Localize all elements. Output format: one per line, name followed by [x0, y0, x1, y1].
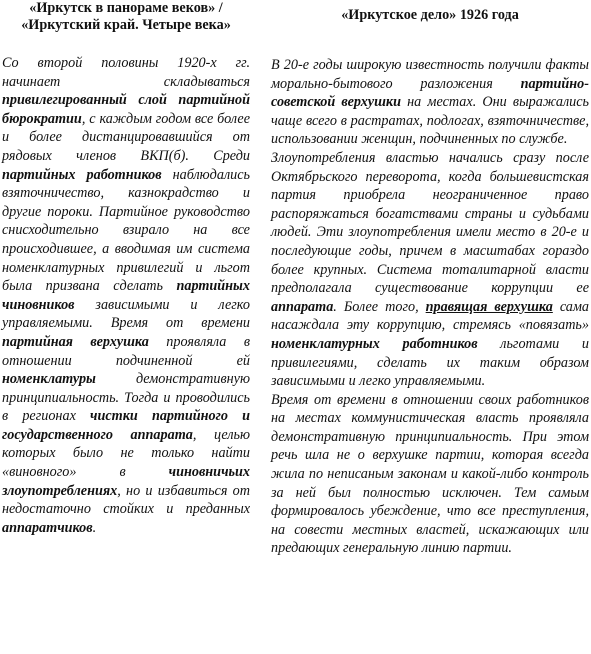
text-run: на местах. Они выражались чаще всего в растратах, подлогах, взяточничестве, использовании женщин, подчиненных по службе. [271, 94, 590, 148]
paragraph [271, 56, 589, 149]
paragraph [2, 54, 250, 537]
emphasized-phrase: партийно-советской верхушки [271, 75, 589, 111]
emphasized-phrase: партийная верхушка [2, 333, 149, 350]
emphasized-phrase: чиновничьих злоупотреблениях [2, 464, 250, 499]
text-run: В 20-е годы широкую известность получили факты морально-бытового разложения [271, 57, 589, 92]
text-run: сама насаждала эту коррупцию, стремясь «повязать» [271, 298, 590, 334]
text-run: проявляла в отношении подчиненной ей [2, 333, 250, 369]
text-run: демонстративную принципиальность. Тогда и проводились в регионах [2, 371, 250, 425]
text-run: наблюдались взяточничество, казнокрадство и другие пороки. Партийное руководство снисходительно взирало на все происходившее, а вводимая им система номенклатурных привилегий и льгот была призвана сделать [2, 166, 250, 295]
emphasized-phrase: привилегированный слой партийной бюрократии [2, 92, 250, 127]
text-run: Время от времени в отношении своих работников на местах коммунистическая власть проявляла демонстративную принципиальность. При этом речь шла не о верхушке партии, которая всегда жила по неписаным законам и какой-либо контроль за ней был полностью исключен. Тем самым формировалось убеждение, что все преступления, на совести местных властей, искажающих или предающих генеральную линию партии. [271, 391, 589, 557]
text-run: льготами и привилегиями, сделать их таким образом зависимыми и легко управляемыми. [271, 335, 589, 390]
paragraph [271, 391, 589, 558]
text-run: Со второй половины 1920-х гг. начинает складываться [2, 55, 250, 90]
text-run: . Более того, [333, 298, 426, 315]
emphasized-phrase: аппарата [271, 298, 334, 315]
emphasized-phrase: номенклатурных работников [271, 335, 478, 352]
right-column [271, 0, 589, 558]
left-title-line1: «Иркутск в панораме веков» / [29, 0, 223, 16]
text-run: . [92, 519, 97, 536]
right-column-title: «Иркутское дело» 1926 года [341, 7, 519, 23]
right-column-text [271, 56, 589, 558]
emphasized-phrase: аппаратчиков [2, 519, 93, 536]
emphasized-phrase: чистки партийного и государственного аппарата [2, 408, 251, 443]
emphasized-phrase: партийных работников [2, 166, 162, 183]
emphasized-phrase: правящая верхушка [425, 298, 553, 315]
emphasized-phrase: номенклатуры [2, 371, 96, 388]
emphasized-phrase: партийных чиновников [2, 278, 250, 313]
text-run: , с каждым годом все более и более дистанцировавшийся от рядовых членов ВКП(б). Среди [2, 110, 250, 164]
left-title-line2: «Иркутский край. Четыре века» [21, 17, 231, 33]
paragraph [271, 149, 589, 391]
text-run: зависимыми и легко управляемыми. Время от времени [2, 296, 250, 332]
left-column-title [2, 0, 250, 38]
left-column [2, 0, 250, 537]
left-column-text [2, 54, 250, 537]
text-run: , целью которых было не только найти «виновного» в [2, 426, 250, 481]
text-run: Злоупотребления властью начались сразу после Октябрьского переворота, когда большевистская партия приобрела неограниченное право распоряжаться богатствами страны и судьбами людей. Эти злоупотребления имели место в 20-е и последующие годы, причем в масштабах гораздо более крупных. Система тоталитарной власти предполагала существование коррупции ее [271, 149, 589, 297]
text-run: , но и избавиться от недостаточно стойких и преданных [2, 482, 250, 518]
